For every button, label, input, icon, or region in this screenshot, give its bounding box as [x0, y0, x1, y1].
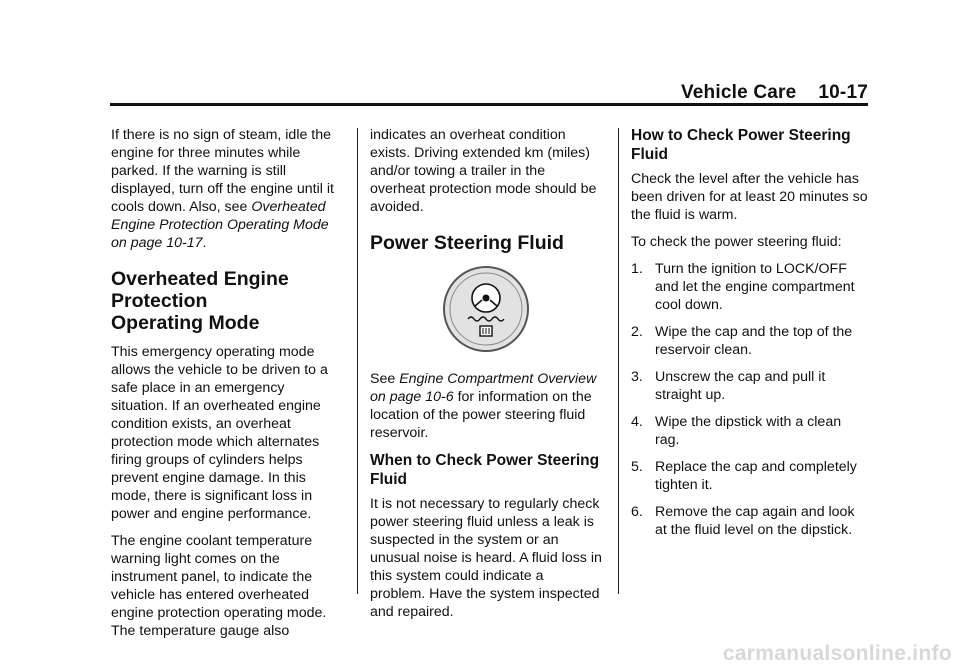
- paragraph-end: .: [202, 235, 207, 251]
- cross-reference-link[interactable]: Overheated Engine Protection Operating Mode on page 10-17: [111, 199, 329, 251]
- list-item: [631, 458, 869, 494]
- column-3: [631, 126, 869, 548]
- subheading-how-to-check: How to Check Power Steering Fluid: [631, 127, 851, 163]
- header-rule: [110, 103, 868, 106]
- section-title: Vehicle Care: [680, 82, 797, 103]
- step-text: Remove the cap again and look at the fluid level on the dipstick.: [655, 504, 855, 538]
- heading-power-steering-fluid: Power Steering Fluid: [370, 232, 564, 254]
- step-number: 1.: [631, 261, 643, 277]
- step-text: Unscrew the cap and pull it straight up.: [655, 369, 826, 403]
- watermark: carmanualsonline.info: [722, 642, 952, 665]
- step-number: 5.: [631, 459, 643, 475]
- subheading-when-to-check: When to Check Power Steering Fluid: [370, 452, 600, 488]
- paragraph-see-reference: [370, 370, 602, 442]
- step-number: 4.: [631, 414, 643, 430]
- cross-reference-link[interactable]: Engine Compartment Overview on page 10-6: [370, 371, 597, 405]
- step-text: Turn the ignition to LOCK/OFF and let the engine compartment cool down.: [655, 261, 855, 313]
- step-text: Wipe the cap and the top of the reservoir clean.: [655, 324, 853, 358]
- heading-line-3: Operating Mode: [111, 312, 260, 334]
- list-item: [631, 323, 869, 359]
- step-number: 2.: [631, 324, 643, 340]
- paragraph-to-check: To check the power steering fluid:: [631, 234, 842, 250]
- paragraph-coolant-warning: The engine coolant temperature warning light comes on the instrument panel, to indicate the vehicle has entered overheated engine protection operating mode. The temperature gauge also: [111, 533, 327, 639]
- page-number: 10-17: [818, 82, 868, 103]
- page-header: [681, 82, 868, 104]
- paragraph-text: If there is no sign of steam, idle the engine for three minutes while parked. If the warning is still displayed, turn off the engine until it cools down. Also, see: [111, 127, 334, 215]
- column-divider-2: [618, 128, 619, 594]
- step-number: 6.: [631, 504, 643, 520]
- heading-line-2: Protection: [111, 290, 208, 312]
- list-item: [631, 260, 869, 314]
- power-steering-fluid-cap-icon: [441, 264, 531, 354]
- step-text: Replace the cap and completely tighten it.: [655, 459, 857, 493]
- column-1: [111, 126, 343, 649]
- paragraph-check-level: Check the level after the vehicle has been driven for at least 20 minutes so the fluid is warm.: [631, 171, 868, 223]
- list-item: [631, 413, 869, 449]
- heading-line-1: Overheated Engine: [111, 268, 289, 290]
- paragraph-text: for information on the location of the power steering fluid reservoir.: [370, 389, 592, 441]
- step-text: Wipe the dipstick with a clean rag.: [655, 414, 842, 448]
- paragraph-emergency-mode: This emergency operating mode allows the vehicle to be driven to a safe place in an emergency situation. If an overheated engine condition exists, an overheat protection mode which alternates firing groups of cylinders helps prevent engine damage. In this mode, there is significant loss in power and engine performance.: [111, 344, 328, 522]
- step-number: 3.: [631, 369, 643, 385]
- list-item: [631, 368, 869, 404]
- column-2: [370, 126, 602, 630]
- paragraph-steam: [111, 126, 343, 252]
- list-item: [631, 503, 869, 539]
- paragraph-text: See: [370, 371, 400, 387]
- heading-overheated-engine: [111, 268, 343, 334]
- paragraph-when-to-check: It is not necessary to regularly check power steering fluid unless a leak is suspected in the system or an unusual noise is heard. A fluid loss in this system could indicate a problem. Have the system inspected and repaired.: [370, 496, 602, 620]
- steps-list: [631, 260, 869, 539]
- paragraph-overheat-continued: indicates an overheat condition exists. Driving extended km (miles) and/or towing a trailer in the overheat protection mode should be avoided.: [370, 127, 597, 215]
- column-divider-1: [357, 128, 358, 594]
- icon-container: [370, 264, 602, 354]
